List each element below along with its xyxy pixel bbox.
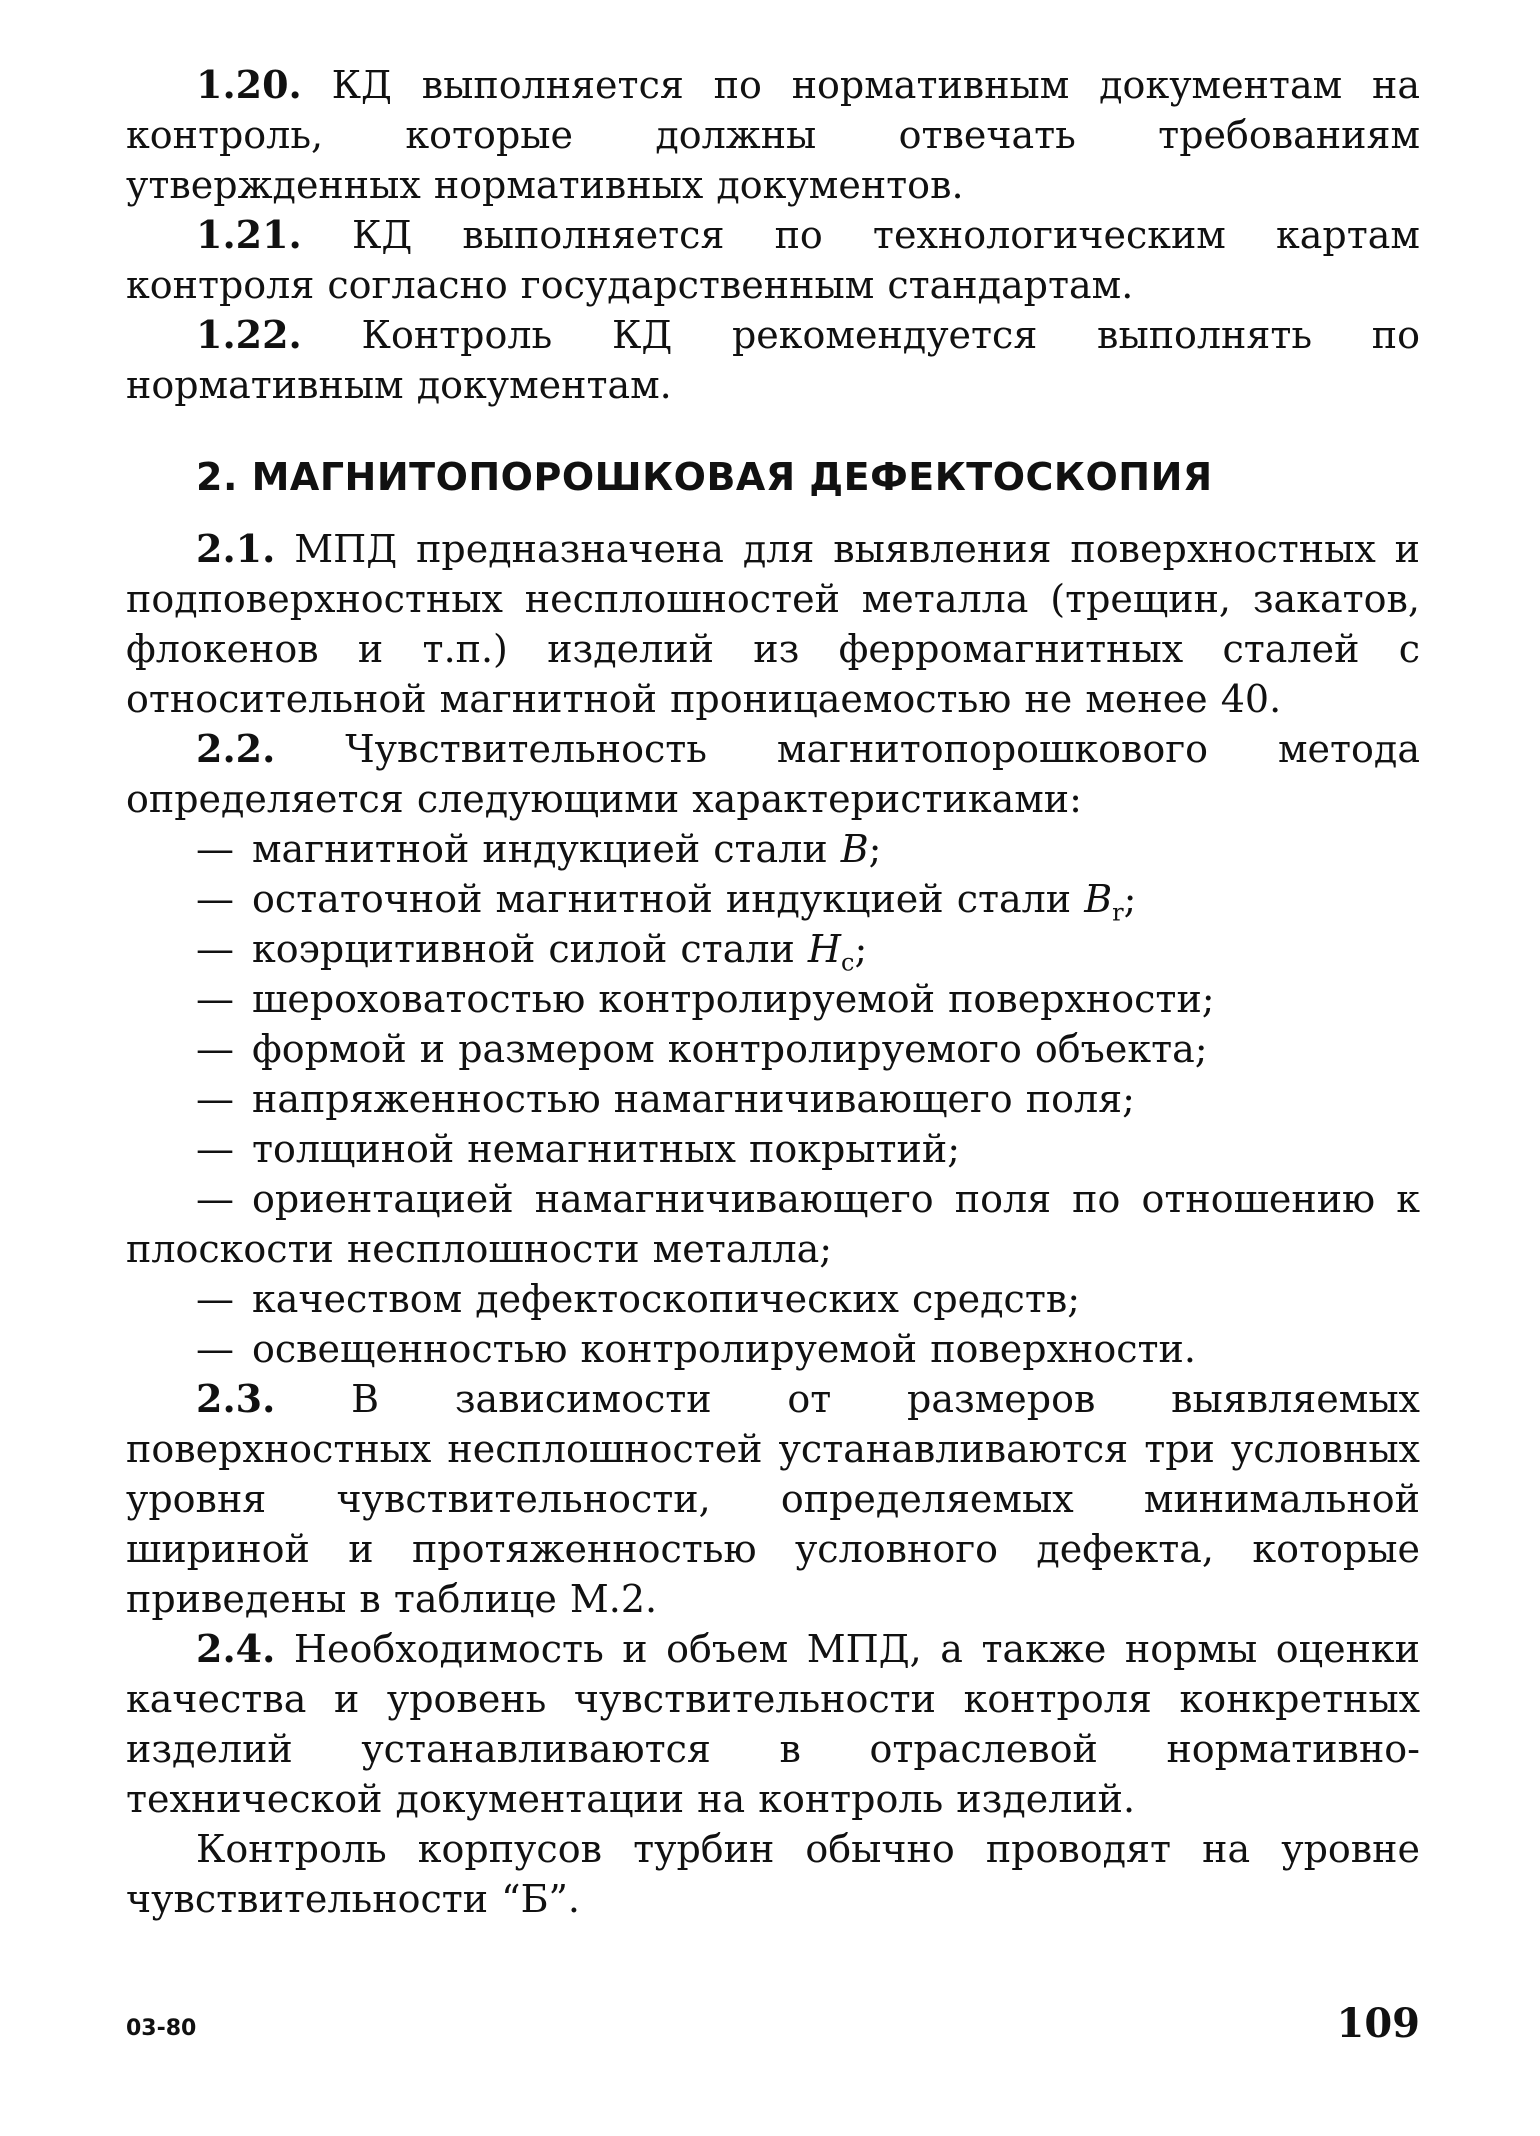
paragraph-1-20 — [126, 60, 1420, 210]
dash-mark: — — [196, 1327, 234, 1371]
dash-mark: — — [196, 977, 234, 1021]
clause-number: 2.4. — [196, 1626, 276, 1671]
dash-mark: — — [196, 827, 234, 871]
paragraph-1-22 — [126, 310, 1420, 410]
clause-number: 2.2. — [196, 726, 276, 771]
clause-text: КД выполняется по технологическим картам контроля согласно государственным стандартам. — [126, 213, 1420, 307]
list-item: — остаточной магнитной индукцией стали $B_r$; — [126, 874, 1420, 924]
symbol-br: B — [1084, 877, 1113, 921]
clause-text: КД выполняется по нормативным документам на контроль, которые должны отвечать требованиям утвержденных нормативных документов. — [126, 63, 1420, 207]
list-item: — качеством дефектоскопических средств; — [126, 1274, 1420, 1324]
paragraph-2-4 — [126, 1624, 1420, 1824]
dash-mark: — — [196, 1027, 234, 1071]
symbol-b: B — [840, 827, 869, 871]
clause-number: 1.22. — [196, 312, 302, 357]
paragraph-2-3 — [126, 1374, 1420, 1624]
clause-text: Необходимость и объем МПД, а также нормы оценки качества и уровень чувствительности контроля конкретных изделий устанавливаются в отраслевой нормативно-технической документации на контроль изделий. — [126, 1627, 1420, 1821]
symbol-hc: H — [807, 927, 842, 971]
list-item: — ориентацией намагничивающего поля по отношению к плоскости несплошности металла; — [126, 1174, 1420, 1274]
dash-mark: — — [196, 1177, 234, 1221]
list-item: — формой и размером контролируемого объекта; — [126, 1024, 1420, 1074]
list-item: — напряженностью намагничивающего поля; — [126, 1074, 1420, 1124]
list-item: — коэрцитивной силой стали $H_c$; — [126, 924, 1420, 974]
clause-text: В зависимости от размеров выявляемых поверхностных несплошностей устанавливаются три условных уровня чувствительности, определяемых минимальной шириной и протяженностью условного дефекта, которые приведены в таблице М.2. — [126, 1377, 1420, 1621]
section-title: 2. МАГНИТОПОРОШКОВАЯ ДЕФЕКТОСКОПИЯ — [196, 455, 1213, 499]
paragraph-closing: Контроль корпусов турбин обычно проводят на уровне чувствительности “Б”. — [126, 1827, 1420, 1921]
list-item: — магнитной индукцией стали B; — [126, 824, 1420, 874]
dash-mark: — — [196, 1127, 234, 1171]
paragraph-2-1 — [126, 524, 1420, 724]
dash-mark: — — [196, 1077, 234, 1121]
clause-text: МПД предназначена для выявления поверхностных и подповерхностных несплошностей металла (трещин, закатов, флокенов и т.п.) изделий из ферромагнитных сталей с относительной магнитной проницаемостью не менее 40. — [126, 527, 1420, 721]
list-item: — освещенностью контролируемой поверхности. — [126, 1324, 1420, 1374]
list-item: — шероховатостью контролируемой поверхности; — [126, 974, 1420, 1024]
page-footer — [126, 2000, 1420, 2060]
list-item: — толщиной немагнитных покрытий; — [126, 1124, 1420, 1174]
dash-mark: — — [196, 1277, 234, 1321]
dash-mark: — — [196, 877, 234, 921]
print-code: 03-80 — [126, 2016, 197, 2041]
clause-number: 1.20. — [196, 62, 302, 107]
clause-text: Контроль КД рекомендуется выполнять по нормативным документам. — [126, 313, 1420, 407]
clause-text: Чувствительность магнитопорошкового метода определяется следующими характеристиками: — [126, 727, 1420, 821]
paragraph-2-2 — [126, 724, 1420, 824]
clause-number: 2.1. — [196, 526, 276, 571]
dash-mark: — — [196, 927, 234, 971]
clause-number: 2.3. — [196, 1376, 276, 1421]
page-number: 109 — [1336, 2000, 1420, 2047]
clause-number: 1.21. — [196, 212, 302, 257]
paragraph-1-21 — [126, 210, 1420, 310]
